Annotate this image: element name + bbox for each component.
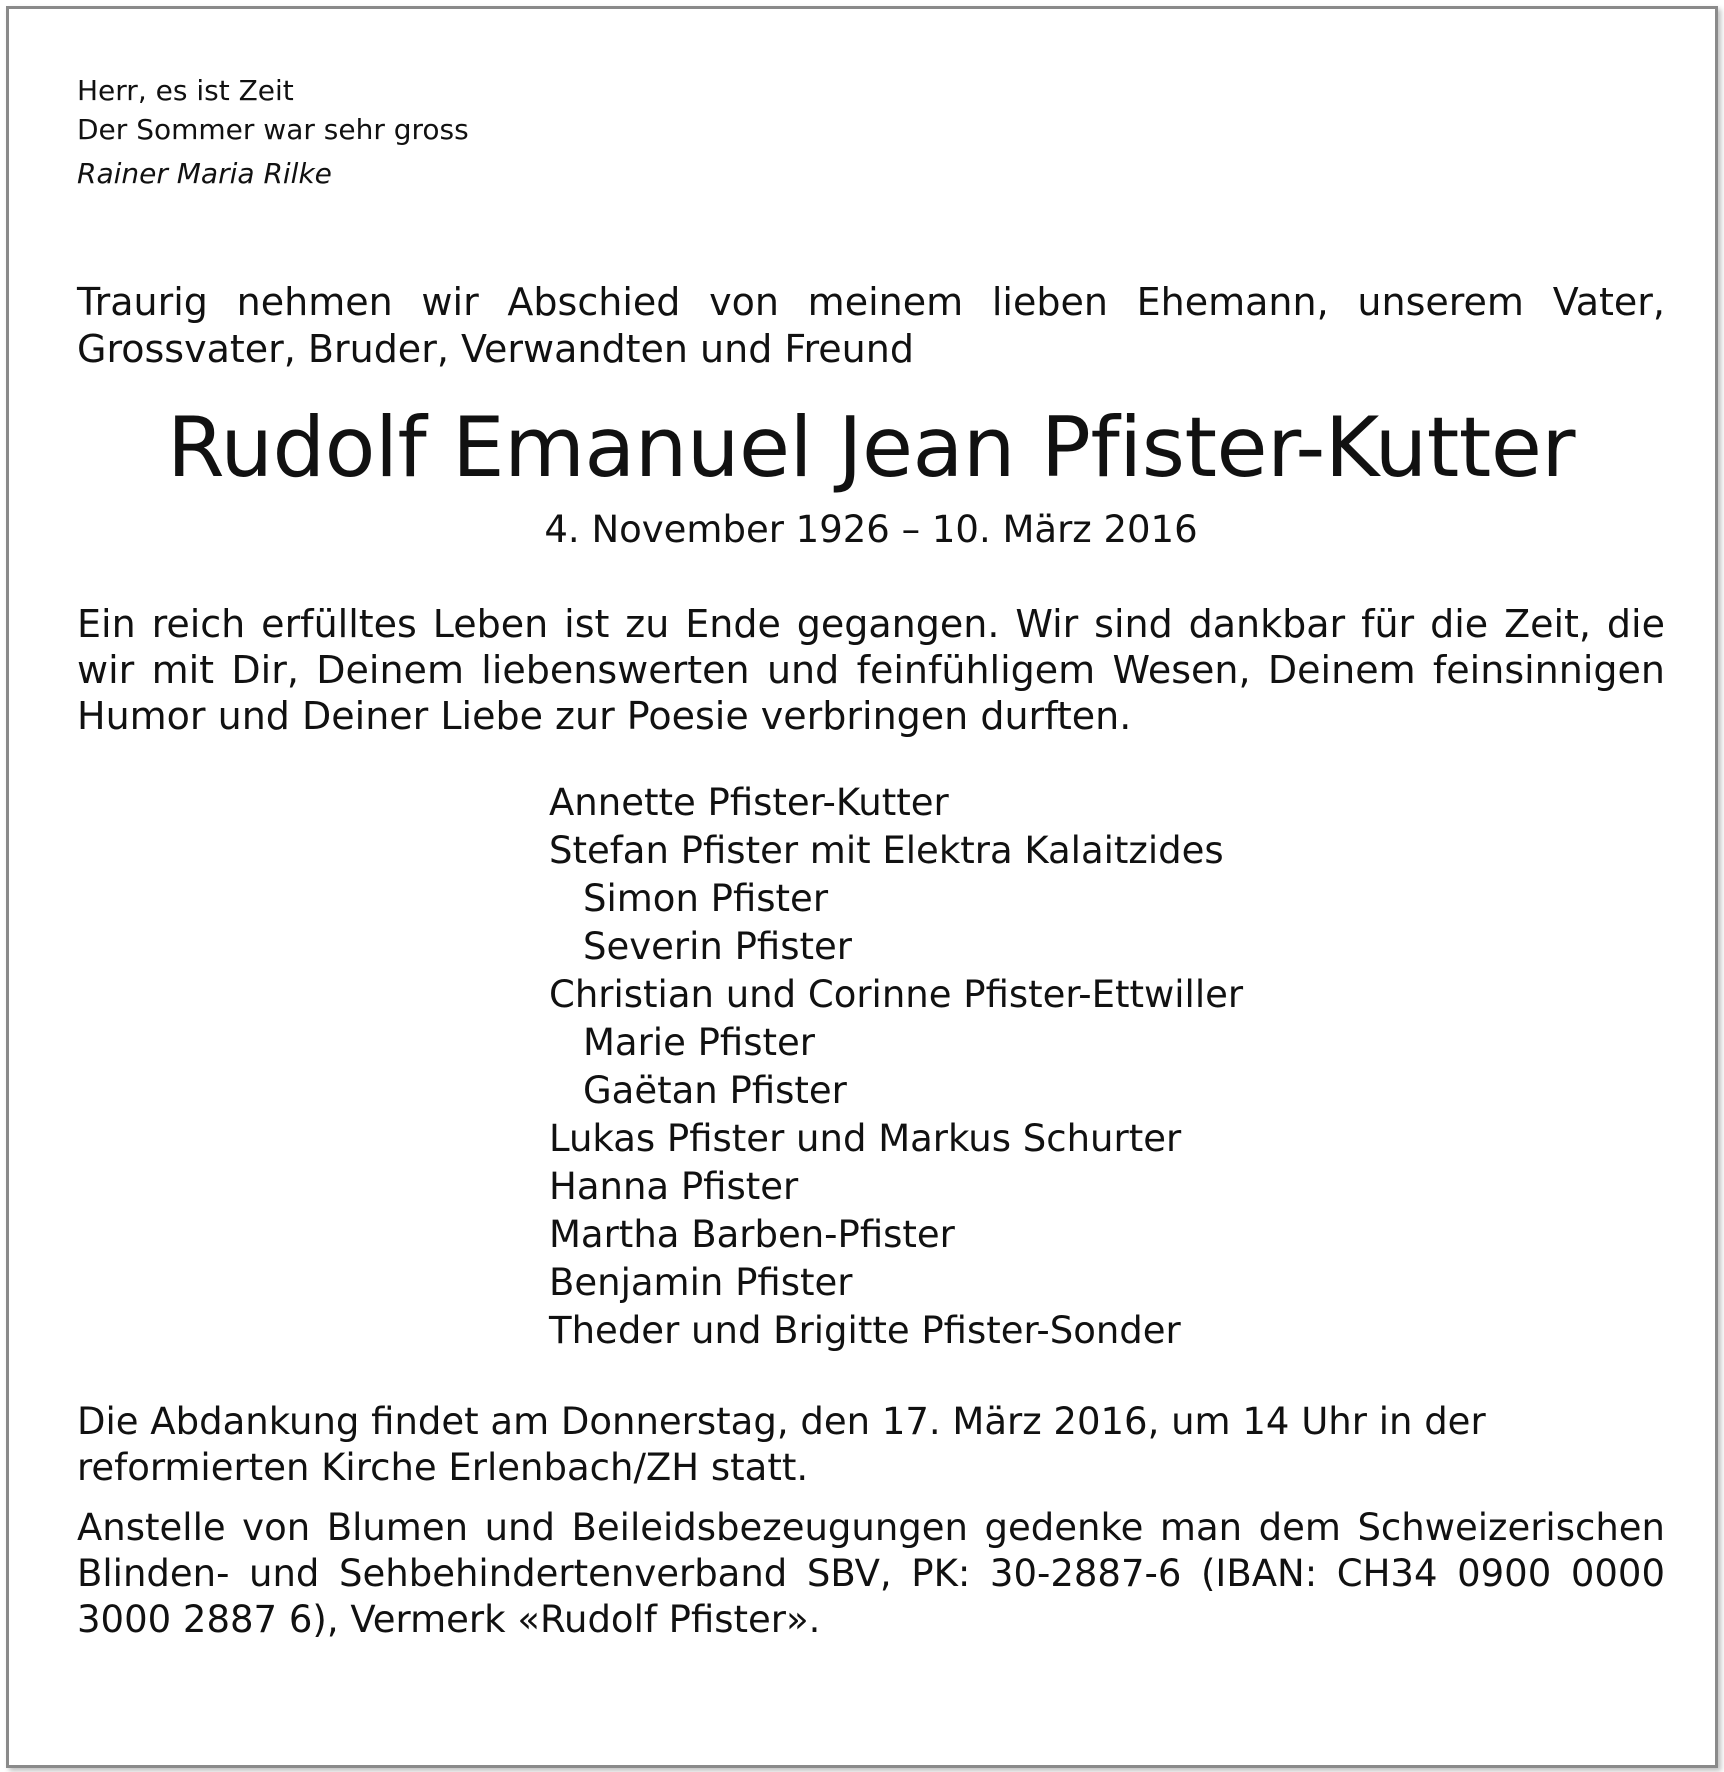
motto-line-2: Der Sommer war sehr gross	[77, 113, 469, 146]
donation-info: Anstelle von Blumen und Beileidsbezeugungen gedenke man dem Schweizerischen Blinden- und Sehbehindertenverband SBV, PK: 30-2887-6 (IBAN: CH34 0900 0000 3000 2887 6), Vermerk «Rudolf Pfister».	[77, 1506, 1665, 1641]
motto	[77, 71, 1665, 193]
mourner-name: Martha Barben-Pfister	[549, 1213, 955, 1256]
mourners-list	[549, 779, 1665, 1355]
mourner-name: Stefan Pfister mit Elektra Kalaitzides	[549, 829, 1224, 872]
notice-content	[77, 71, 1665, 1643]
deceased-name: Rudolf Emanuel Jean Pfister-Kutter	[166, 399, 1576, 496]
mourner-name: Lukas Pfister und Markus Schurter	[549, 1117, 1182, 1160]
tribute-text: Ein reich erfülltes Leben ist zu Ende gegangen. Wir sind dankbar für die Zeit, die wir mit Dir, Deinem liebenswerten und feinfühligem Wesen, Deinem feinsinnigen Humor und Deiner Liebe zur Poesie verbringen durften.	[77, 602, 1665, 738]
life-dates: 4. November 1926 – 10. März 2016	[544, 508, 1198, 551]
motto-line-1: Herr, es ist Zeit	[77, 74, 294, 107]
intro-text: Traurig nehmen wir Abschied von meinem lieben Ehemann, unserem Vater, Grossvater, Bruder, Verwandten und Freund	[77, 280, 1665, 371]
mourner-name: Severin Pfister	[583, 925, 852, 968]
service-info: Die Abdankung findet am Donnerstag, den 17. März 2016, um 14 Uhr in der reformierten Kirche Erlenbach/ZH statt.	[77, 1400, 1486, 1489]
mourner-name: Benjamin Pfister	[549, 1261, 853, 1304]
mourner-name: Marie Pfister	[583, 1021, 815, 1064]
mourner-name: Simon Pfister	[583, 877, 829, 920]
mourner-name: Theder und Brigitte Pfister-Sonder	[549, 1309, 1181, 1352]
motto-author: Rainer Maria Rilke	[77, 157, 332, 190]
obituary-notice	[6, 6, 1718, 1768]
mourner-name: Gaëtan Pfister	[583, 1069, 847, 1112]
mourner-name: Christian und Corinne Pfister-Ettwiller	[549, 973, 1244, 1016]
mourner-name: Hanna Pfister	[549, 1165, 799, 1208]
mourner-name: Annette Pfister-Kutter	[549, 781, 949, 824]
